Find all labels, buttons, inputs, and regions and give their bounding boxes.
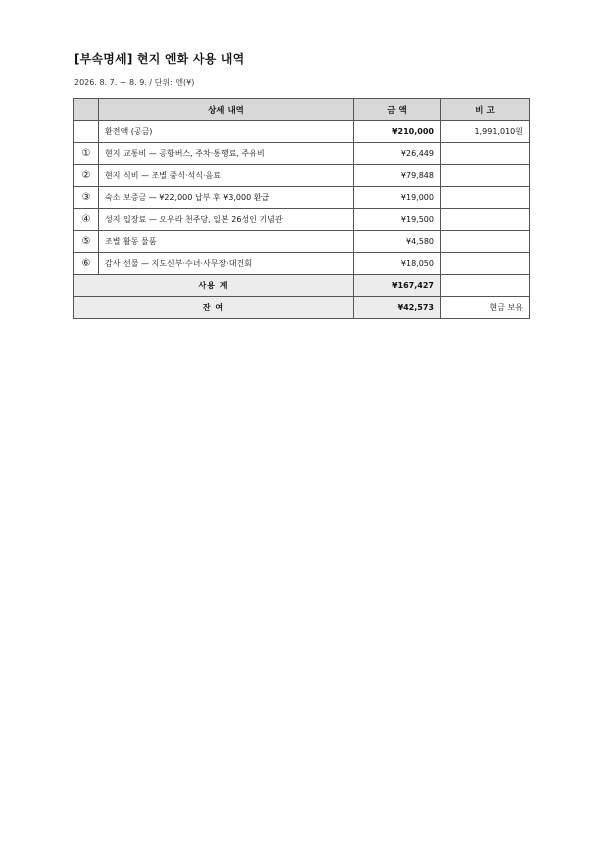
item-num: ⑥: [74, 253, 99, 275]
item-description: 현지 교통비 — 공항버스, 주차·통행료, 주유비: [99, 143, 354, 165]
balance-label: 잔 여: [74, 297, 354, 319]
header-amount: 금 액: [354, 99, 441, 121]
item-num: ⑤: [74, 231, 99, 253]
header-description: 상세 내역: [99, 99, 354, 121]
item-note: [441, 143, 530, 165]
total-row: [74, 275, 530, 297]
table-row: [74, 253, 530, 275]
item-num: ①: [74, 143, 99, 165]
header-num: [74, 99, 99, 121]
item-description: 성지 입장료 — 오우라 천주당, 일본 26성인 기념관: [99, 209, 354, 231]
item-amount: ¥26,449: [354, 143, 441, 165]
total-label: 사용 계: [74, 275, 354, 297]
table-row: [74, 209, 530, 231]
table-row: [74, 231, 530, 253]
item-amount: ¥4,580: [354, 231, 441, 253]
balance-amount: ¥42,573: [354, 297, 441, 319]
balance-row: [74, 297, 530, 319]
item-num: ③: [74, 187, 99, 209]
page-subtitle: 2026. 8. 7. ~ 8. 9. / 단위: 엔(¥): [74, 78, 195, 87]
exchange-description: 환전액 (공금): [99, 121, 354, 143]
exchange-note: 1,991,010원: [441, 121, 530, 143]
item-description: 감사 선물 — 지도신부·수녀·사무장·대건회: [99, 253, 354, 275]
balance-note: 현금 보유: [441, 297, 530, 319]
item-note: [441, 165, 530, 187]
item-amount: ¥18,050: [354, 253, 441, 275]
exchange-row: [74, 121, 530, 143]
total-amount: ¥167,427: [354, 275, 441, 297]
exchange-num: [74, 121, 99, 143]
total-note: [441, 275, 530, 297]
item-note: [441, 209, 530, 231]
item-amount: ¥19,500: [354, 209, 441, 231]
expense-table: [73, 98, 530, 319]
table-row: [74, 143, 530, 165]
item-note: [441, 253, 530, 275]
item-num: ④: [74, 209, 99, 231]
table-row: [74, 187, 530, 209]
header-note: 비 고: [441, 99, 530, 121]
page-title: [부속명세] 현지 엔화 사용 내역: [74, 52, 245, 66]
item-note: [441, 231, 530, 253]
item-amount: ¥19,000: [354, 187, 441, 209]
table-header-row: [74, 99, 530, 121]
item-description: 숙소 보증금 — ¥22,000 납부 후 ¥3,000 환급: [99, 187, 354, 209]
item-note: [441, 187, 530, 209]
item-description: 현지 식비 — 조별 중식·석식·음료: [99, 165, 354, 187]
item-num: ②: [74, 165, 99, 187]
item-amount: ¥79,848: [354, 165, 441, 187]
item-description: 조별 활동 물품: [99, 231, 354, 253]
exchange-amount: ¥210,000: [354, 121, 441, 143]
table-row: [74, 165, 530, 187]
